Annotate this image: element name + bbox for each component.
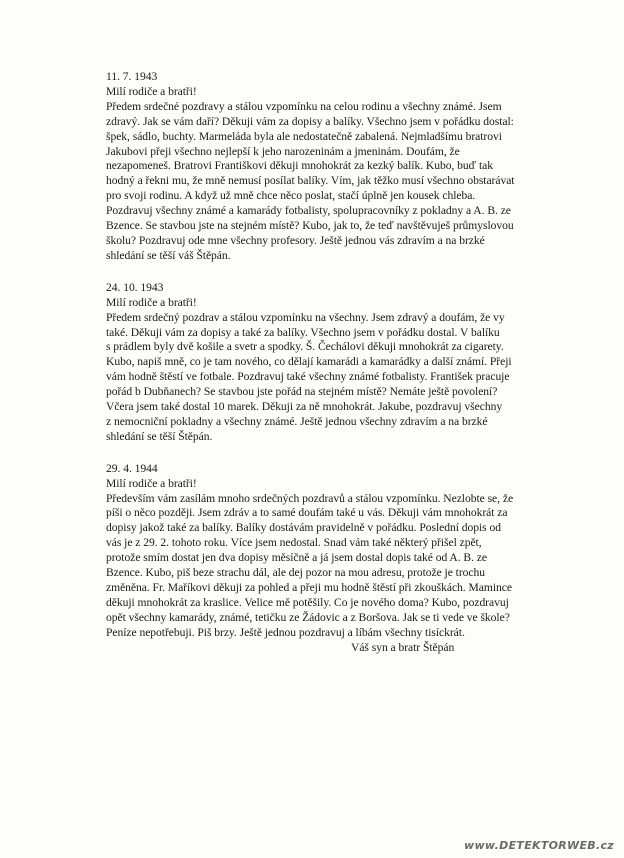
- letter-line: pro svoji rodinu. A když už mně chce něco poslat, stačí úplně jen kousek chleba.: [106, 189, 476, 203]
- letter-greeting: Milí rodiče a bratři!: [106, 476, 197, 490]
- site-watermark: www.DETEKTORWEB.cz: [463, 839, 614, 852]
- letter-line: Kubo, napiš mně, co je tam nového, co dělají kamarádi a kamarádky a další známí. Přeji: [106, 355, 512, 369]
- letter-line: Včera jsem také dostal 10 marek. Děkuji za ně mnohokrát. Jakube, pozdravuj všechny: [106, 400, 503, 414]
- letter-date: 11. 7. 1943: [106, 70, 158, 83]
- letter-closing: shledání se těší Štěpán.: [106, 429, 213, 443]
- letter-line: Bzence. Kubo, piš beze strachu dál, ale dej pozor na mou adresu, protože je trochu: [106, 566, 485, 580]
- letter-line: z nemocniční pokladny a všechny známé. Ještě jednou všechny zdravím a na brzké: [106, 414, 488, 428]
- letter-1: [106, 70, 552, 264]
- letter-line: vás je z 29. 2. tohoto roku. Více jsem nedostal. Snad vám také některý přišel zpět,: [106, 536, 482, 550]
- letter-line: nezapomeneš. Bratrovi Františkovi děkuji mnohokrát za kezký balík. Kubo, buď tak: [106, 159, 493, 173]
- letter-line: Předem srdečné pozdravy a stálou vzpomínku na celou rodinu a všechny známé. Jsem: [106, 99, 502, 113]
- letter-date: 29. 4. 1944: [106, 461, 158, 475]
- letter-line: pořád b Dubňanech? Se stavbou jste pořád na stejném místě? Nemáte ještě povolení?: [106, 385, 498, 399]
- letter-greeting: Milí rodiče a bratři!: [106, 84, 197, 98]
- letter-line: Především vám zasílám mnoho srdečných pozdravů a stálou vzpomínku. Nezlobte se, že: [106, 491, 514, 505]
- letter-line: dopisy jakož také za balíky. Balíky dostávám pravidelně v pořádku. Poslední dopis od: [106, 521, 501, 535]
- letter-closing: shledání se těší váš Štěpán.: [106, 248, 231, 262]
- letter-line: hodný a řekni mu, že mně nemusí posílat balíky. Vím, jak těžko musí všechno obstarávat: [106, 174, 515, 188]
- letters-column: [106, 70, 552, 673]
- letter-line: zdravý. Jak se vám daří? Děkuji vám za dopisy a balíky. Všechno jsem v pořádku dostal:: [106, 114, 514, 128]
- letter-line: Pozdravuj všechny známé a kamarády fotbalisty, spolupracovníky z pokladny a A. B. ze: [106, 204, 511, 218]
- letter-line: Předem srdečný pozdrav a stálou vzpomínku na všechny. Jsem zdravý a doufám, že vy: [106, 310, 505, 324]
- letter-line: Jakubovi přeji všechno nejlepší k jeho narozeninám a jmeninám. Doufám, že: [106, 144, 460, 158]
- letter-line: děkuji mnohokrát za kraslice. Velice mě potěšily. Co je nového doma? Kubo, pozdravuj: [106, 595, 509, 609]
- letter-3: [106, 462, 552, 656]
- letter-line: školu? Pozdravuj ode mne všechny profesory. Ještě jednou vás zdravím a na brzké: [106, 233, 485, 247]
- letter-line: vám hodně štěstí ve fotbale. Pozdravuj také všechny známé fotbalisty. František pracuje: [106, 370, 510, 384]
- letter-line: Peníze nepotřebuji. Piš brzy. Ještě jednou pozdravuj a líbám všechny tisíckrát.: [106, 625, 465, 639]
- letter-2: [106, 281, 552, 445]
- letter-line: opět všechny kamarády, známé, tetičku ze Žádovic a z Boršova. Jak se ti vede ve škole?: [106, 610, 510, 624]
- letter-line: píši o něco později. Jsem zdráv a to samé doufám také u vás. Děkuji vám mnohokrát za: [106, 506, 508, 520]
- letter-line: také. Děkuji vám za dopisy a také za balíky. Všechno jsem v pořádku dostal. V balíku: [106, 325, 500, 339]
- letter-greeting: Milí rodiče a bratři!: [106, 295, 197, 309]
- letter-line: protože smím dostat jen dva dopisy měsíčně a já jsem dostal dopis také od A. B. ze: [106, 551, 487, 565]
- letter-date: 24. 10. 1943: [106, 280, 164, 294]
- letter-line: s prádlem byly dvě košile a svetr a spodky. Š. Čechálovi děkuji mnohokrát za cigarety.: [106, 340, 504, 354]
- letter-line: špek, sádlo, buchty. Marmeláda byla ale nedostatečně zabalená. Nejmladšímu bratrovi: [106, 129, 502, 143]
- letter-line: Bzence. Se stavbou jste na stejném místě? Kubo, jak to, že teď navštěvuješ průmyslovou: [106, 219, 514, 233]
- letter-signature: Váš syn a bratr Štěpán: [351, 640, 455, 654]
- letter-line: změněna. Fr. Maříkovi děkuji za pohled a přeji mu hodně štěstí při zkouškách. Mamince: [106, 581, 512, 594]
